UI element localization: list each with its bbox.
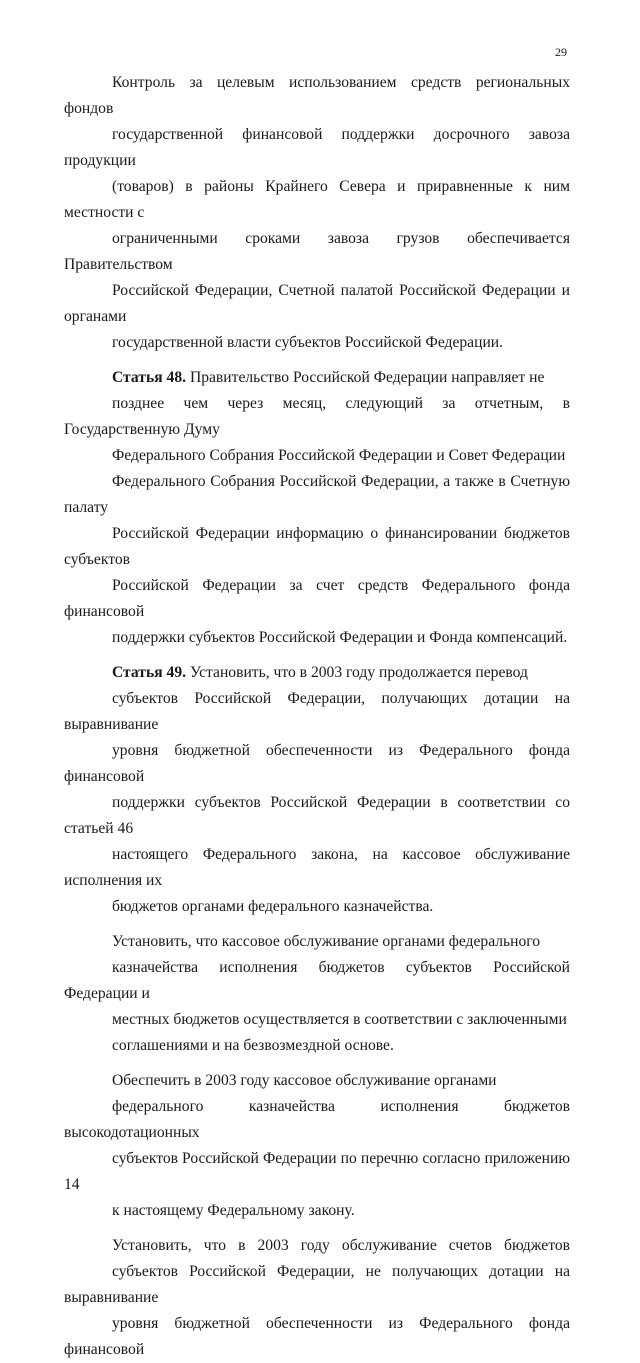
text-line: (товаров) в районы Крайнего Севера и приравненные к ним местности с bbox=[64, 178, 570, 221]
page-number: 29 bbox=[555, 45, 567, 59]
text-line: местных бюджетов осуществляется в соответствии с заключенными bbox=[112, 1011, 567, 1028]
text-line: уровня бюджетной обеспеченности из Федерального фонда финансовой bbox=[64, 1315, 570, 1358]
text-line bbox=[64, 660, 570, 686]
article-49-heading: Статья 49. bbox=[112, 664, 187, 681]
text-line: государственной власти субъектов Российской Федерации. bbox=[112, 334, 504, 351]
text-line: Установить, что кассовое обслуживание органами федерального bbox=[112, 933, 541, 950]
document-body bbox=[64, 70, 570, 1363]
text-line: бюджетов органами федерального казначейства. bbox=[112, 898, 434, 915]
text-line: поддержки субъектов Российской Федерации в соответствии со статьей 46 bbox=[64, 794, 570, 837]
text-line: Обеспечить в 2003 году кассовое обслуживание органами bbox=[112, 1072, 497, 1089]
text-line: государственной финансовой поддержки досрочного завоза продукции bbox=[64, 126, 570, 169]
text-line: Федерального Собрания Российской Федерации и Совет Федерации bbox=[112, 447, 566, 464]
text-line: Установить, что в 2003 году обслуживание счетов бюджетов bbox=[112, 1237, 570, 1254]
paragraph-accounts-service bbox=[64, 1233, 570, 1363]
text-line: позднее чем через месяц, следующий за отчетным, в Государственную Думу bbox=[64, 395, 570, 438]
paragraph-ensure-service bbox=[64, 1068, 570, 1224]
paragraph-funds-control bbox=[64, 70, 570, 356]
text-line: субъектов Российской Федерации, не получающих дотации на выравнивание bbox=[64, 1263, 570, 1306]
text-line: субъектов Российской Федерации по перечню согласно приложению 14 bbox=[64, 1150, 570, 1193]
text-fragment: Установить, что в 2003 году продолжается перевод bbox=[186, 664, 528, 681]
text-line: соглашениями и на безвозмездной основе. bbox=[112, 1037, 394, 1054]
text-line: Контроль за целевым использованием средств региональных фондов bbox=[64, 74, 570, 117]
text-line: ограниченными сроками завоза грузов обеспечивается Правительством bbox=[64, 230, 570, 273]
text-line: поддержки субъектов Российской Федерации и Фонда компенсаций. bbox=[112, 629, 568, 646]
paragraph-cash-service bbox=[64, 929, 570, 1059]
paragraph-article-48 bbox=[64, 365, 570, 651]
text-line: Российской Федерации, Счетной палатой Российской Федерации и органами bbox=[64, 282, 570, 325]
text-fragment: Правительство Российской Федерации направляет не bbox=[186, 369, 545, 386]
text-line: Федерального Собрания Российской Федерации, а также в Счетную палату bbox=[64, 473, 570, 516]
text-line: субъектов Российской Федерации, получающих дотации на выравнивание bbox=[64, 690, 570, 733]
article-48-heading: Статья 48. bbox=[112, 369, 187, 386]
text-line: к настоящему Федеральному закону. bbox=[112, 1202, 355, 1219]
text-line: Российской Федерации информацию о финансировании бюджетов субъектов bbox=[64, 525, 570, 568]
text-line bbox=[64, 365, 570, 391]
text-line: федерального казначейства исполнения бюджетов высокодотационных bbox=[64, 1098, 570, 1141]
text-line: казначейства исполнения бюджетов субъектов Российской Федерации и bbox=[64, 959, 570, 1002]
text-line: настоящего Федерального закона, на кассовое обслуживание исполнения их bbox=[64, 846, 570, 889]
text-line: уровня бюджетной обеспеченности из Федерального фонда финансовой bbox=[64, 742, 570, 785]
paragraph-article-49 bbox=[64, 660, 570, 920]
text-line: Российской Федерации за счет средств Федерального фонда финансовой bbox=[64, 577, 570, 620]
